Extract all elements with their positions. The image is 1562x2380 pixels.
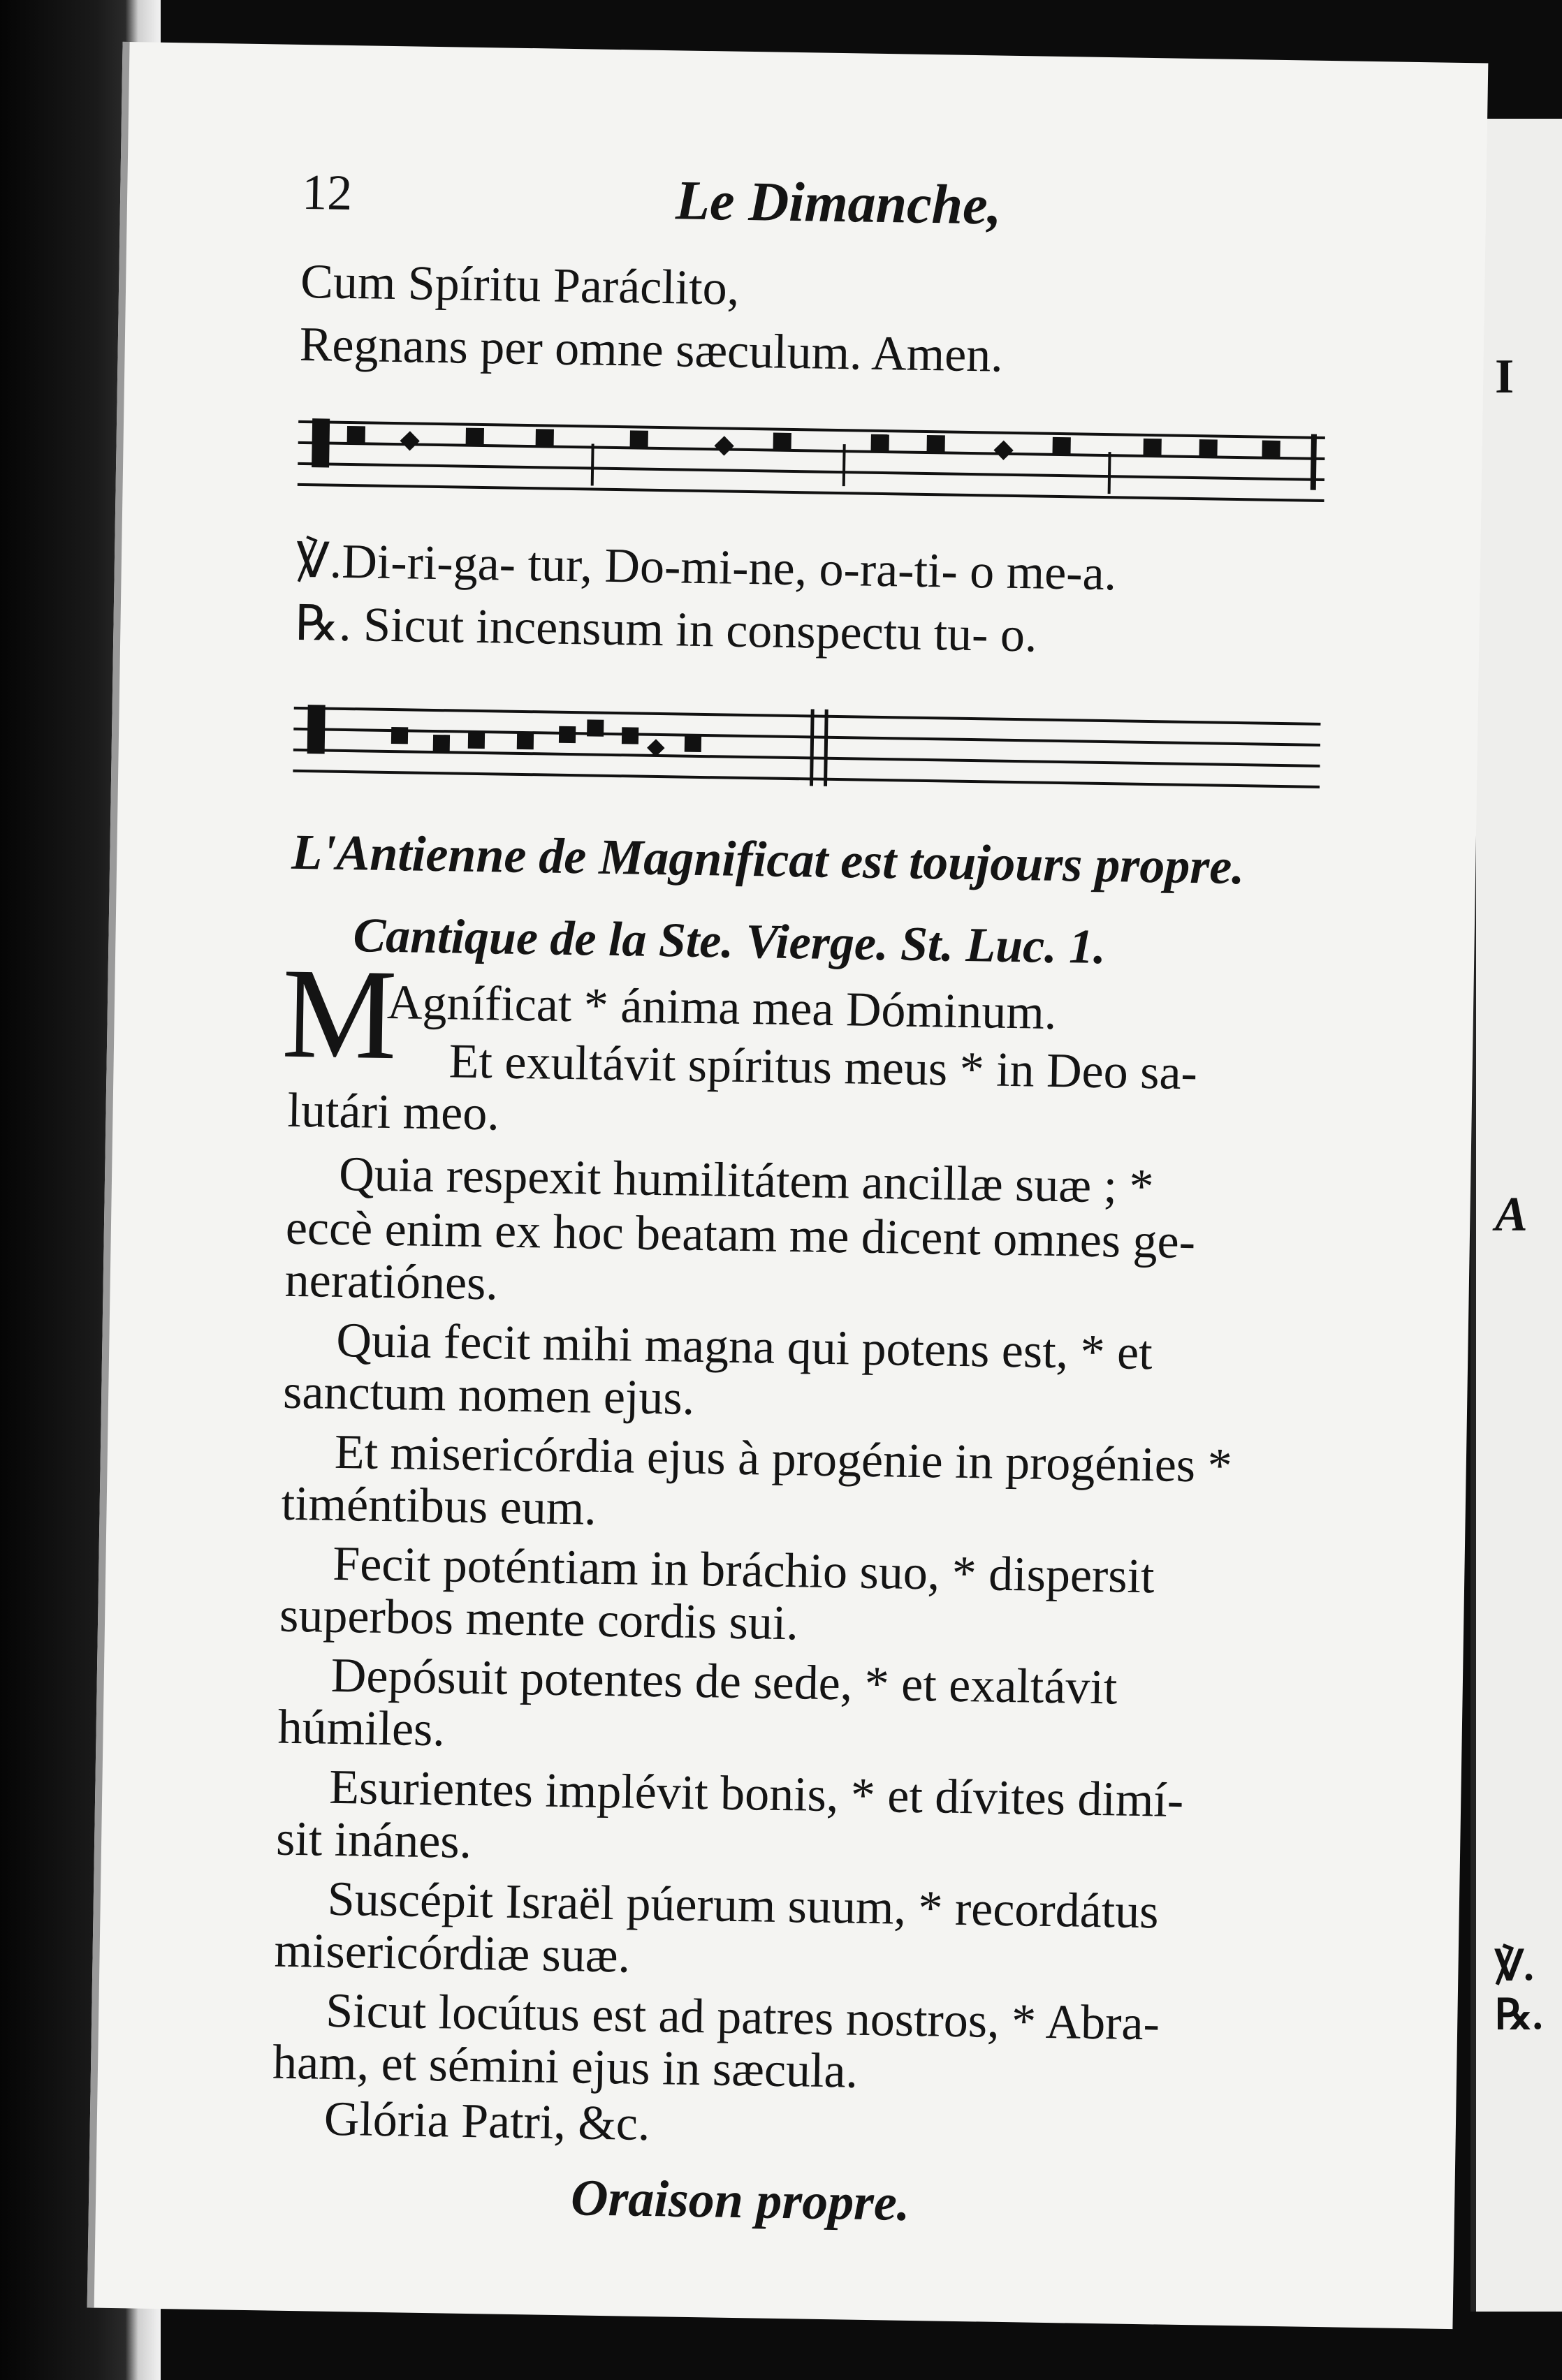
facing-page-mark: I: [1495, 350, 1514, 404]
canticle-line: lutári meo.: [286, 1083, 500, 1141]
canticle-line: Suscépit Israël púerum suum, * recordátus: [327, 1872, 1160, 1939]
canticle-line: misericórdiæ suæ.: [274, 1923, 631, 1983]
facing-page-mark: ℞.: [1495, 1992, 1543, 2038]
page-header: [301, 163, 1441, 265]
facing-page-mark: A: [1495, 1188, 1528, 1242]
canticle-line: timéntibus eum.: [281, 1476, 597, 1536]
chant-staff-1: [297, 401, 1325, 522]
canticle-line: Et exultávit spíritus meus * in Deo sa-: [448, 1034, 1198, 1101]
canticle-line: Sicut locútus est ad patres nostros, * Abra-: [325, 1983, 1160, 2051]
canticle-line: Quia fecit mihi magna qui potens est, * et: [335, 1313, 1153, 1381]
versicle-line: ℣.Di-ri-ga- tur, Do-mi-ne, o-ra-ti- o me-a.: [295, 534, 1117, 601]
response-line: ℞. Sicut incensum in conspectu tu- o.: [294, 596, 1038, 663]
canticle-line: Agníficat * ánima mea Dóminum.: [386, 975, 1057, 1041]
canticle-line: superbos mente cordis sui.: [279, 1588, 799, 1651]
text-line: Cum Spíritu Paráclito,: [300, 254, 740, 316]
canticle-line: Quia respexit humilitátem ancillæ suæ ; *: [338, 1147, 1155, 1214]
canticle-line: Esurientes implévit bonis, * et dívites dimí-: [328, 1760, 1184, 1828]
canticle-line: húmiles.: [277, 1700, 446, 1757]
canticle-line: Fecit poténtiam in bráchio suo, * dispersit: [332, 1536, 1155, 1604]
text-line: Regnans per omne sæculum. Amen.: [299, 317, 1004, 383]
canticle-line: sit inánes.: [275, 1812, 472, 1870]
canticle-line: eccè enim ex hoc beatam me dicent omnes ge-: [285, 1200, 1196, 1270]
chant-staff-2: [293, 687, 1321, 808]
canticle-line: ham, et sémini ejus in sæcula.: [272, 2035, 859, 2099]
canticle-title: Cantique de la Ste. Vierge. St. Luc. 1.: [352, 909, 1107, 975]
page-content: [272, 45, 1443, 2232]
canticle-line: Et misericórdia ejus à progénie in progénies *: [334, 1425, 1233, 1494]
canticle-line: neratiónes.: [284, 1253, 499, 1311]
running-head: Le Dimanche,: [675, 170, 1002, 237]
facing-page-mark: ℣.: [1495, 1943, 1535, 1989]
closing-rubric: Oraison propre.: [570, 2169, 910, 2232]
page-number: 12: [301, 163, 353, 221]
canticle-line: sanctum nomen ejus.: [282, 1365, 695, 1425]
canticle-line: Glória Patri, &c.: [323, 2092, 651, 2152]
canticle-line: Depósuit potentes de sede, * et exaltávit: [330, 1648, 1118, 1715]
drop-cap: M: [281, 941, 398, 1087]
rubric: L'Antienne de Magnificat est toujours propre.: [291, 823, 1246, 895]
book-page: [87, 42, 1489, 2329]
